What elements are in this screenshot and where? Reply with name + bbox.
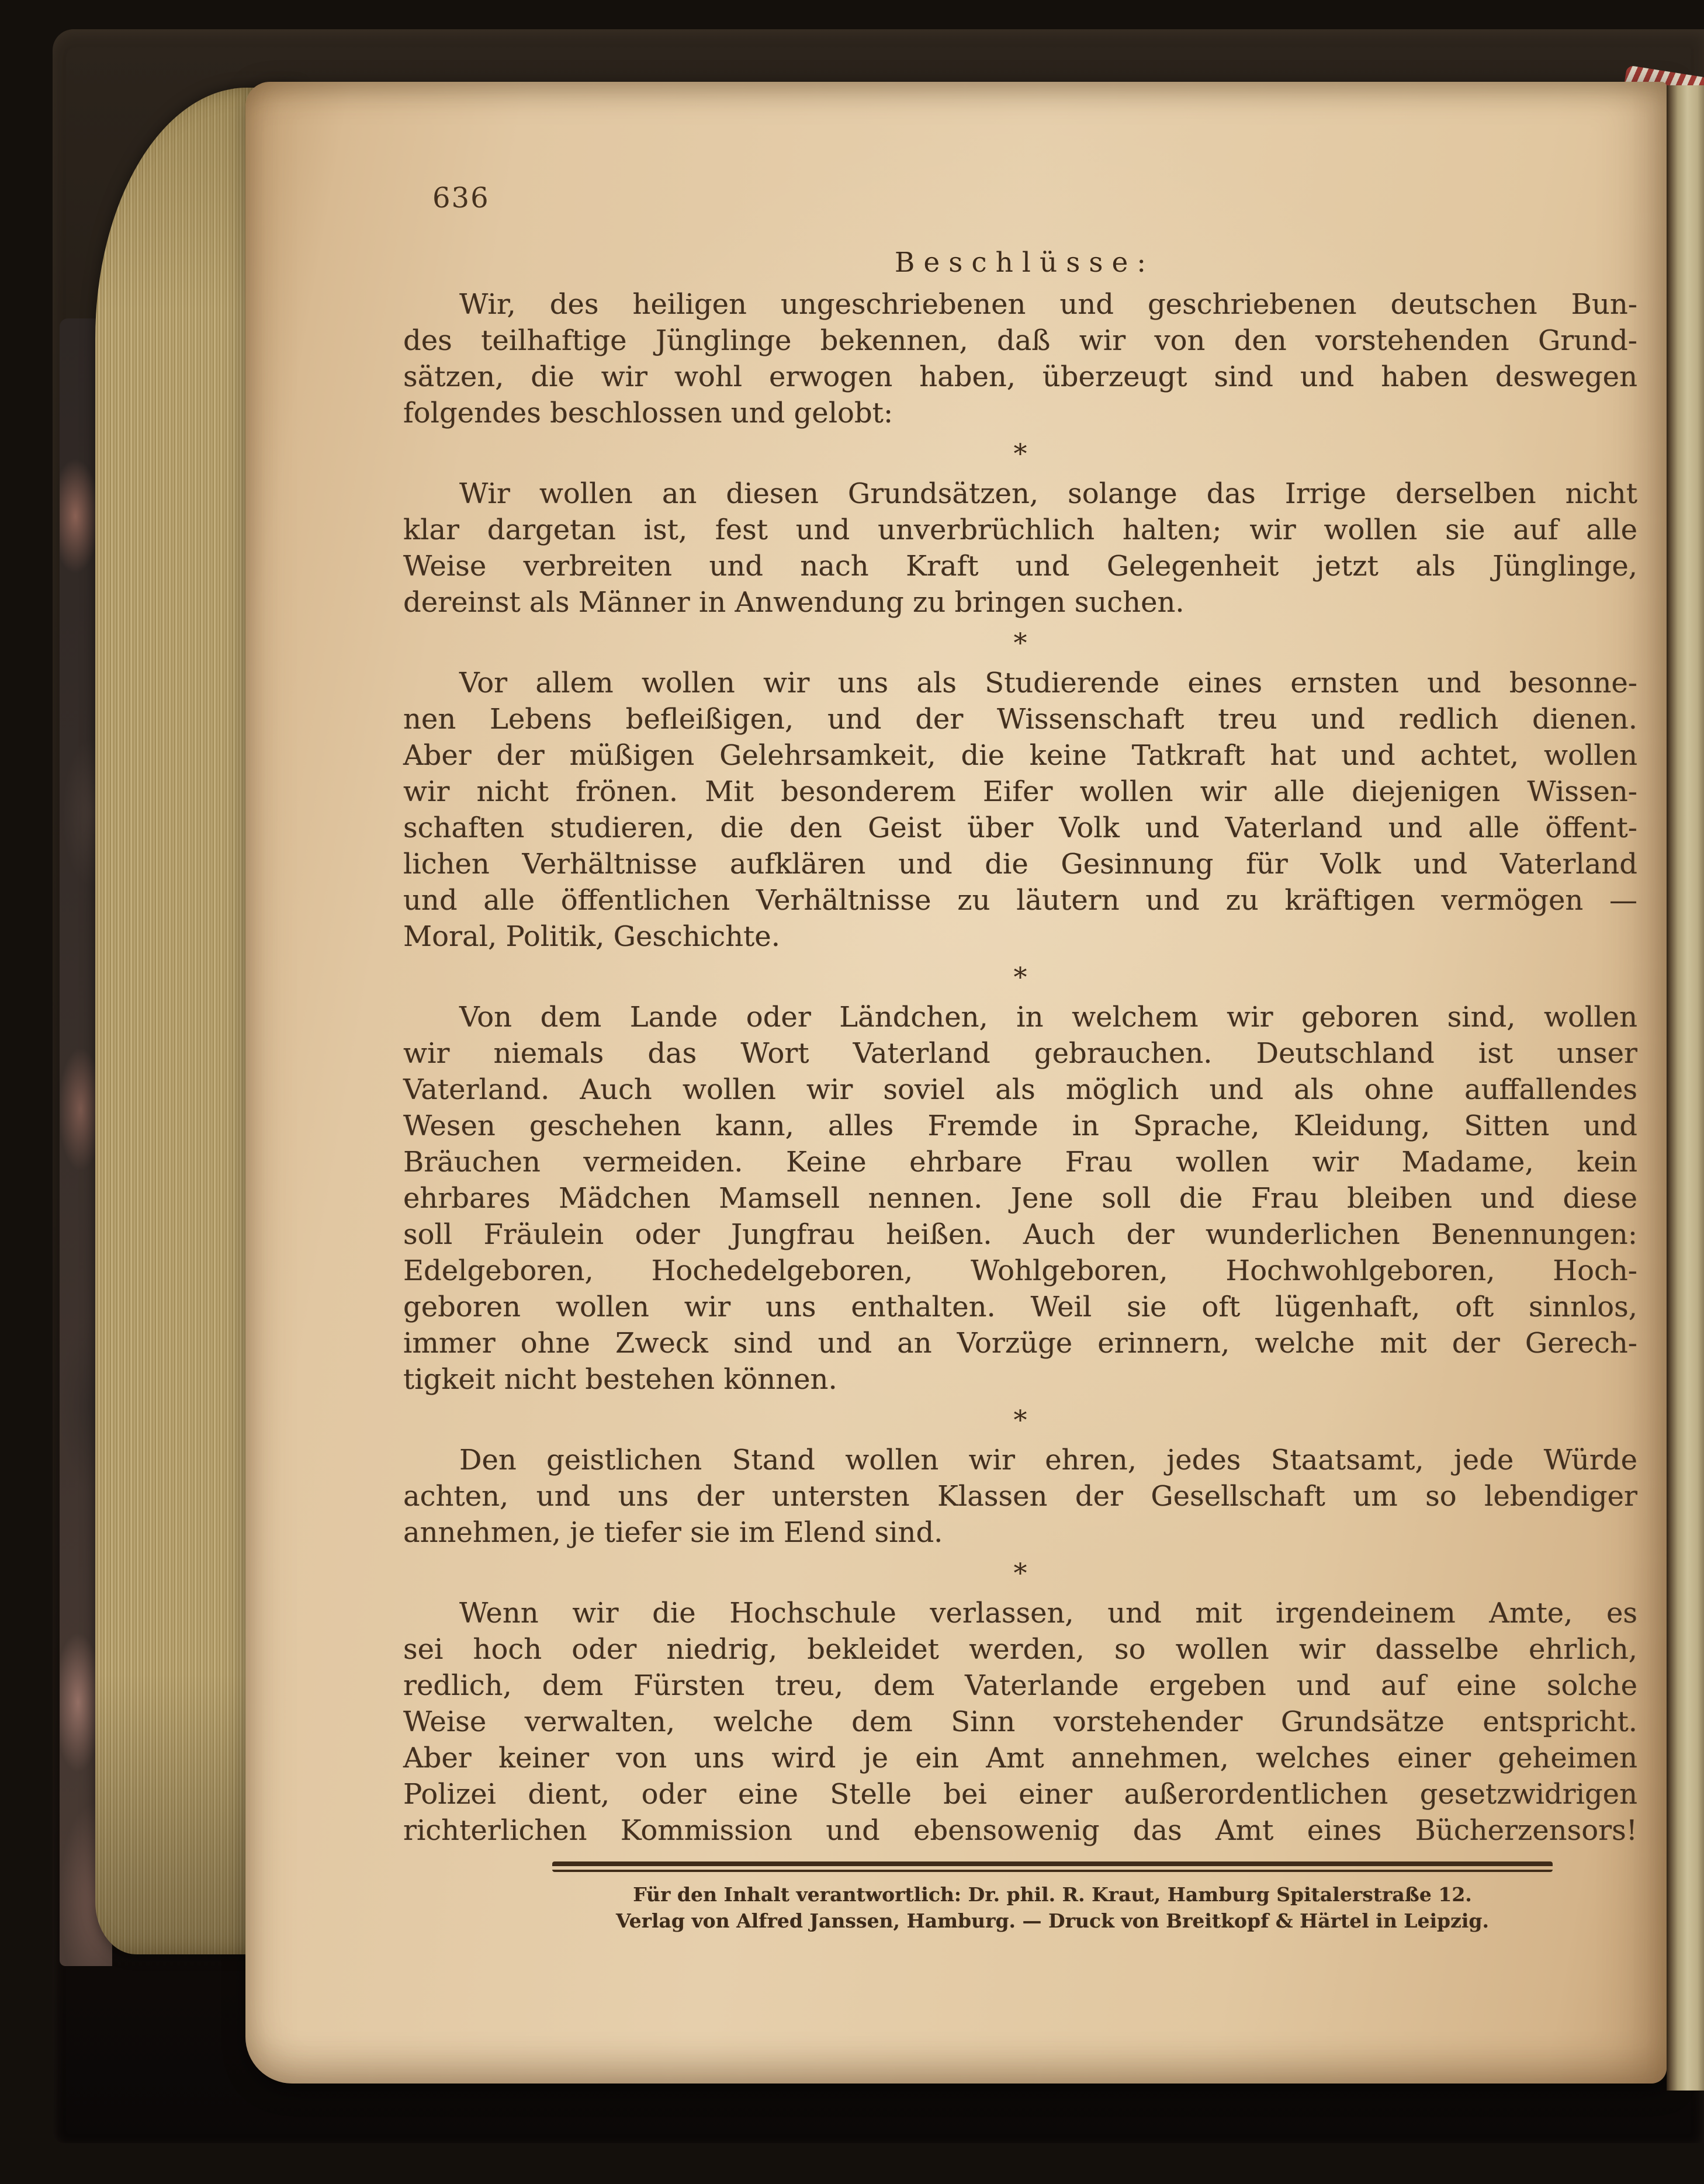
text-line: Aber keiner von uns wird je ein Amt annehmen, welches einer geheimen — [403, 1742, 1637, 1774]
text-line: tigkeit nicht bestehen können. — [403, 1363, 837, 1396]
paragraph — [403, 1595, 1637, 1849]
text-line: sei hoch oder niedrig, bekleidet werden, so wollen wir dasselbe ehrlich, — [403, 1633, 1637, 1666]
book-page — [245, 82, 1667, 2084]
text-line: Wesen geschehen kann, alles Fremde in Sprache, Kleidung, Sitten und — [403, 1110, 1637, 1142]
text-line: Den geistlichen Stand wollen wir ehren, jedes Staatsamt, jede Würde — [459, 1444, 1637, 1476]
text-line: Vor allem wollen wir uns als Studierende eines ernsten und besonne- — [459, 667, 1637, 699]
paragraph — [403, 665, 1637, 955]
text-line: Weise verwalten, welche dem Sinn vorstehender Grundsätze entspricht. — [403, 1705, 1637, 1738]
text-line: und alle öffentlichen Verhältnisse zu läutern und zu kräftigen vermögen — — [403, 884, 1637, 917]
text-line: redlich, dem Fürsten treu, dem Vaterlande ergeben und auf eine solche — [403, 1669, 1637, 1702]
text-line: Bräuchen vermeiden. Keine ehrbare Frau wollen wir Madame, kein — [403, 1146, 1637, 1178]
text-line: wir niemals das Wort Vaterland gebrauchen. Deutschland ist unser — [403, 1037, 1637, 1070]
colophon — [552, 1861, 1553, 1934]
text-line: Wir wollen an diesen Grundsätzen, solange das Irrige derselben nicht — [459, 477, 1637, 510]
text-line: Wenn wir die Hochschule verlassen, und mit irgendeinem Amte, es — [459, 1597, 1637, 1630]
text-line: achten, und uns der untersten Klassen der Gesellschaft um so lebendiger — [403, 1480, 1637, 1513]
text-line: richterlichen Kommission und ebensowenig das Amt eines Bücherzensors! — [403, 1814, 1637, 1847]
text-line: immer ohne Zweck sind und an Vorzüge erinnern, welche mit der Gerech- — [403, 1327, 1637, 1360]
text-line: soll Fräulein oder Jungfrau heißen. Auch der wunderlichen Benennungen: — [403, 1218, 1637, 1251]
text-line: des teilhaftige Jünglinge bekennen, daß wir von den vorstehenden Grund- — [403, 324, 1637, 357]
paragraph — [403, 999, 1637, 1398]
text-line: Moral, Politik, Geschichte. — [403, 920, 780, 953]
text-line: Aber der müßigen Gelehrsamkeit, die keine Tatkraft hat und achtet, wollen — [403, 739, 1637, 772]
text-line: geboren wollen wir uns enthalten. Weil sie oft lügenhaft, oft sinnlos, — [403, 1291, 1637, 1323]
text-line: schaften studieren, die den Geist über Volk und Vaterland und alle öffent- — [403, 812, 1637, 844]
text-line: Edelgeboren, Hochedelgeboren, Wohlgeboren, Hochwohlgeboren, Hoch- — [403, 1254, 1637, 1287]
paragraph — [403, 476, 1637, 620]
paragraph — [403, 286, 1637, 431]
text-line: Von dem Lande oder Ländchen, in welchem wir geboren sind, wollen — [459, 1001, 1637, 1034]
section-separator: * — [1013, 1557, 1027, 1589]
colophon-line-2: Verlag von Alfred Janssen, Hamburg. — Druck von Breitkopf & Härtel in Leipzig. — [616, 1909, 1489, 1932]
text-line: sätzen, die wir wohl erwogen haben, überzeugt sind und haben deswegen — [403, 360, 1637, 393]
colophon-line-1: Für den Inhalt verantwortlich: Dr. phil. R. Kraut, Hamburg Spitalerstraße 12. — [633, 1883, 1472, 1906]
paragraph — [403, 1442, 1637, 1551]
page-number: 636 — [432, 182, 490, 214]
gutter-next-page-edge — [1667, 85, 1704, 2091]
double-rule — [552, 1861, 1553, 1872]
text-line: folgendes beschlossen und gelobt: — [403, 397, 893, 429]
text-line: nen Lebens befleißigen, und der Wissenschaft treu und redlich dienen. — [403, 703, 1637, 736]
text-line: wir nicht frönen. Mit besonderem Eifer wollen wir alle diejenigen Wissen- — [403, 775, 1637, 808]
section-separator: * — [1013, 961, 1027, 993]
section-separator: * — [1013, 627, 1027, 658]
section-separator: * — [1013, 1404, 1027, 1436]
section-separator: * — [1013, 438, 1027, 469]
page-heading: Beschlüsse: — [894, 247, 1155, 279]
text-line: Vaterland. Auch wollen wir soviel als möglich und als ohne auffallendes — [403, 1073, 1637, 1106]
text-line: dereinst als Männer in Anwendung zu bringen suchen. — [403, 586, 1185, 619]
text-line: Weise verbreiten und nach Kraft und Gelegenheit jetzt als Jünglinge, — [403, 550, 1637, 583]
text-line: Wir, des heiligen ungeschriebenen und geschriebenen deutschen Bun- — [459, 288, 1637, 321]
text-column — [403, 245, 1637, 1849]
text-line: annehmen, je tiefer sie im Elend sind. — [403, 1516, 943, 1549]
text-line: klar dargetan ist, fest und unverbrüchlich halten; wir wollen sie auf alle — [403, 514, 1637, 546]
text-line: lichen Verhältnisse aufklären und die Gesinnung für Volk und Vaterland — [403, 848, 1637, 880]
paragraph-blocks — [403, 286, 1637, 1849]
text-line: Polizei dient, oder eine Stelle bei einer außerordentlichen gesetzwidrigen — [403, 1778, 1637, 1811]
text-line: ehrbares Mädchen Mamsell nennen. Jene soll die Frau bleiben und diese — [403, 1182, 1637, 1215]
